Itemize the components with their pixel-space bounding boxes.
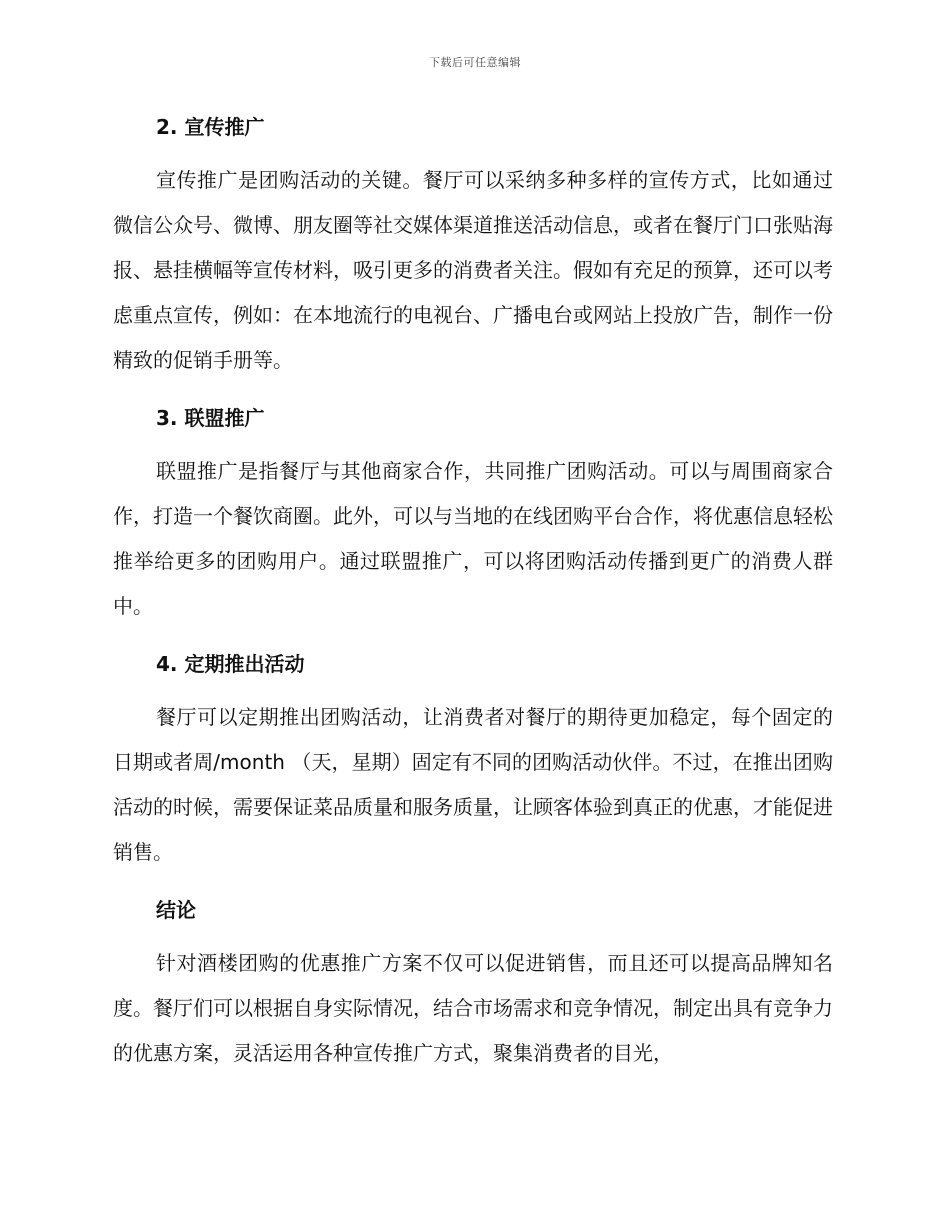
section-heading-promotion: 2. 宣传推广 xyxy=(156,115,265,139)
section-paragraph-alliance: 联盟推广是指餐厅与其他商家合作，共同推广团购活动。可以与周围商家合作，打造一个餐饮商圈。此外，可以与当地的在线团购平台合作，将优惠信息轻松推举给更多的团购用户。通过联盟推广，可以将团购活动传播到更广的消费人群中。 xyxy=(113,459,833,618)
section-heading-conclusion: 结论 xyxy=(156,898,196,922)
section-heading-alliance: 3. 联盟推广 xyxy=(156,406,265,430)
page-header-note: 下载后可任意编辑 xyxy=(429,56,521,69)
section-heading-regular-events: 4. 定期推出活动 xyxy=(156,652,305,676)
section-paragraph-conclusion: 针对酒楼团购的优惠推广方案不仅可以促进销售，而且还可以提高品牌知名度。餐厅们可以根据自身实际情况，结合市场需求和竞争情况，制定出具有竞争力的优惠方案，灵活运用各种宣传推广方式，聚集消费者的目光， xyxy=(113,951,833,1065)
document-body xyxy=(113,110,833,1094)
section-paragraph-promotion: 宣传推广是团购活动的关键。餐厅可以采纳多种多样的宣传方式，比如通过微信公众号、微博、朋友圈等社交媒体渠道推送活动信息，或者在餐厅门口张贴海报、悬挂横幅等宣传材料，吸引更多的消费者关注。假如有充足的预算，还可以考虑重点宣传，例如：在本地流行的电视台、广播电台或网站上投放广告，制作一份精致的促销手册等。 xyxy=(113,168,833,372)
section-paragraph-regular-events: 餐厅可以定期推出团购活动，让消费者对餐厅的期待更加稳定，每个固定的日期或者周/month （天，星期）固定有不同的团购活动伙伴。不过，在推出团购活动的时候，需要保证菜品质量和服务质量，让顾客体验到真正的优惠，才能促进销售。 xyxy=(113,705,833,864)
